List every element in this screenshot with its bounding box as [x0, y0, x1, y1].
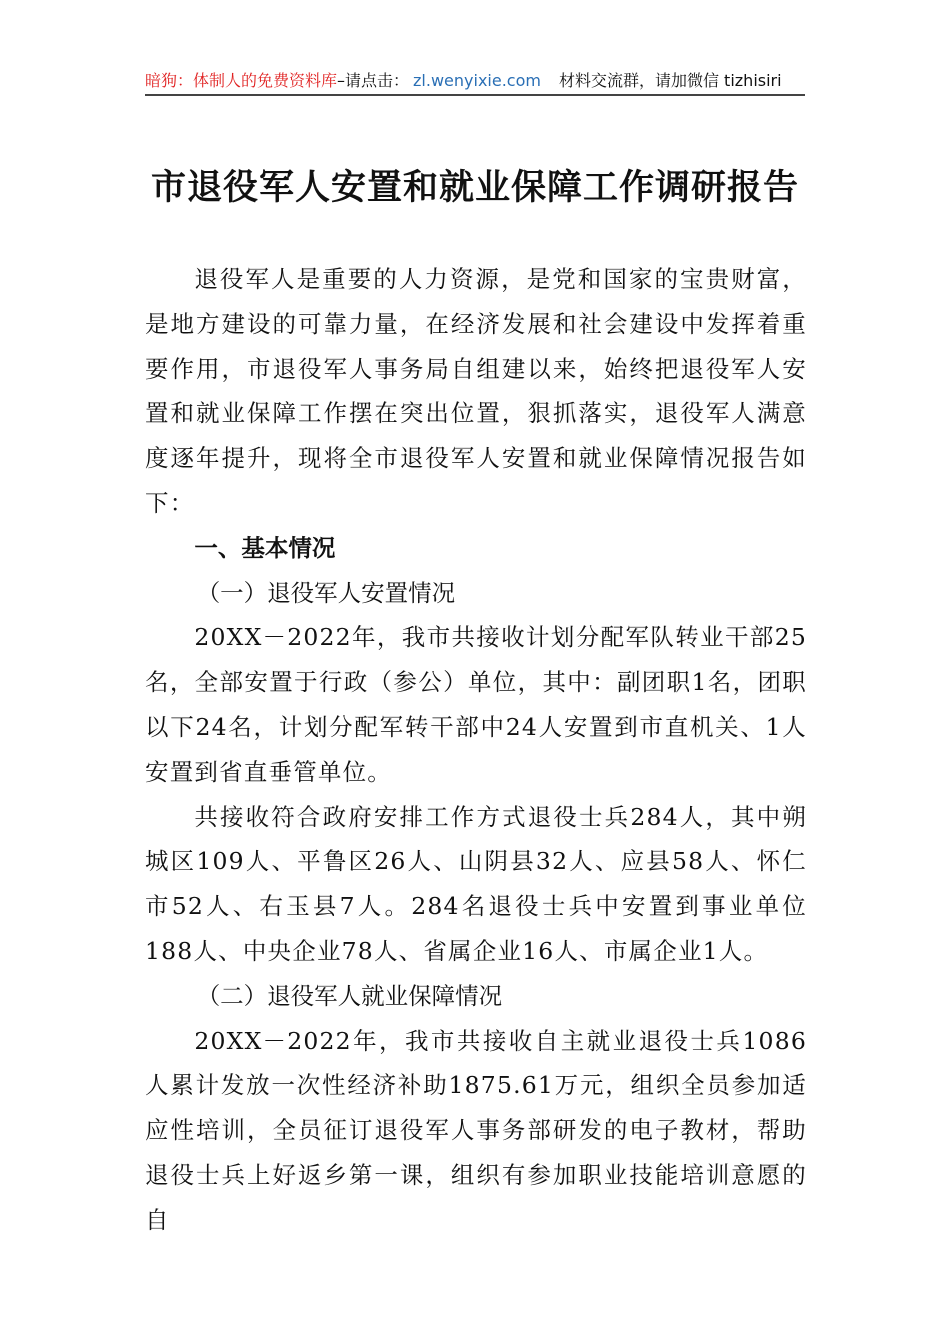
- intro-paragraph: 退役军人是重要的人力资源，是党和国家的宝贵财富，是地方建设的可靠力量，在经济发展和社会建设中发挥着重要作用，市退役军人事务局自组建以来，始终把退役军人安置和就业保障工作摆在突出位置，狠抓落实，退役军人满意度逐年提升，现将全市退役军人安置和就业保障情况报告如下：: [145, 265, 807, 517]
- body-paragraph: 共接收符合政府安排工作方式退役士兵284人，其中朔城区109人、平鲁区26人、山阴县32人、应县58人、怀仁市52人、右玉县7人。284名退役士兵中安置到事业单位188人、中央企业78人、省属企业16人、市属企业1人。: [145, 802, 807, 965]
- header-click-prompt: –请点击：: [337, 71, 410, 90]
- document-title: 市退役军人安置和就业保障工作调研报告: [150, 167, 799, 208]
- subsection-heading: （二）退役军人就业保障情况: [196, 981, 503, 1010]
- document-body: [145, 257, 807, 1243]
- section-heading: 一、基本情况: [194, 533, 336, 562]
- page-header: [145, 68, 805, 96]
- subsection-heading: （一）退役军人安置情况: [196, 578, 456, 607]
- header-contact: 材料交流群，请加微信 tizhisiri: [558, 71, 782, 90]
- header-brand: 暗狗：体制人的免费资料库: [145, 71, 338, 90]
- body-paragraph: 20XX－2022年，我市共接收计划分配军队转业干部25名，全部安置于行政（参公）单位，其中：副团职1名，团职以下24名，计划分配军转干部中24人安置到市直机关、1人安置到省直垂管单位。: [145, 623, 807, 786]
- header-link[interactable]: zl.wenyixie.com: [413, 71, 541, 90]
- body-paragraph: 20XX－2022年，我市共接收自主就业退役士兵1086人累计发放一次性经济补助1875.61万元，组织全员参加适应性培训，全员征订退役军人事务部研发的电子教材，帮助退役士兵上好返乡第一课，组织有参加职业技能培训意愿的自: [145, 1026, 807, 1234]
